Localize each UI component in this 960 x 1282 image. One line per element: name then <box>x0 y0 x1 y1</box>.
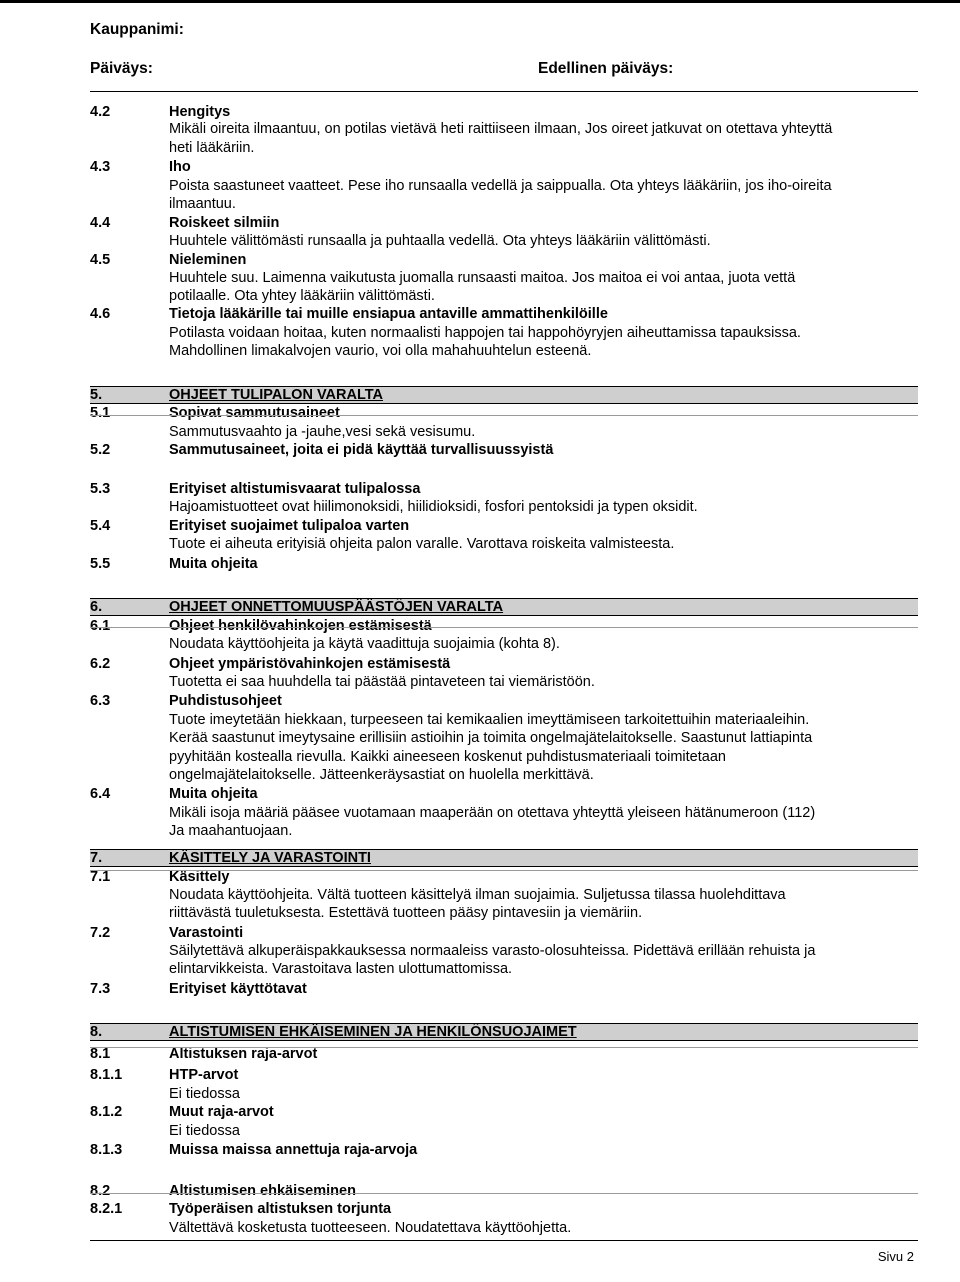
section-text: Sammutusaineet, joita ei pidä käyttää turvallisuussyistä <box>169 442 554 458</box>
text-line <box>90 804 920 822</box>
section-text: Muita ohjeita <box>169 556 258 572</box>
section-text: Huuhtele suu. Laimenna vaikutusta juomalla runsaasti maitoa. Jos maitoa ei voi antaa, juota vettä <box>169 270 796 286</box>
section-number: 6.1 <box>90 618 111 634</box>
section-number: 7.3 <box>90 981 111 997</box>
subsection-divider <box>90 1047 918 1048</box>
text-line <box>90 269 920 287</box>
subsection-divider <box>90 1193 918 1194</box>
section-number: 8.1 <box>90 1046 111 1062</box>
section-text: Ja maahantuojaan. <box>169 823 293 839</box>
section-text: potilaalle. Ota yhtey lääkäriin välittömästi. <box>169 288 435 304</box>
section-number: 6. <box>90 599 103 615</box>
section-text: Roiskeet silmiin <box>169 215 280 231</box>
section-number: 7.2 <box>90 925 111 941</box>
text-line <box>90 423 920 441</box>
text-line <box>90 120 920 138</box>
section-number: 6.2 <box>90 656 111 672</box>
footer-divider <box>90 1240 918 1241</box>
section-number: 6.3 <box>90 693 111 709</box>
section-text: Vältettävä kosketusta tuotteeseen. Noudatettava käyttöohjetta. <box>169 1220 572 1236</box>
section-text: Noudata käyttöohjeita. Vältä tuotteen käsittelyä ilman suojaimia. Suljetussa tilassa huolehdittava <box>169 887 786 903</box>
text-line <box>90 942 920 960</box>
section-number: 5.5 <box>90 556 111 572</box>
subsection-heading <box>90 480 920 498</box>
section-text: Hengitys <box>169 104 231 120</box>
section-heading <box>90 598 918 616</box>
text-line <box>90 324 920 342</box>
subsection-heading <box>90 1200 920 1218</box>
section-text: Ei tiedossa <box>169 1086 240 1102</box>
subsection-heading <box>90 251 920 269</box>
section-number: 4.4 <box>90 215 111 231</box>
section-number: 8.1.2 <box>90 1104 123 1120</box>
section-number: 8. <box>90 1024 103 1040</box>
section-text: OHJEET ONNETTOMUUSPÄÄSTÖJEN VARALTA <box>169 599 504 615</box>
section-text: Nieleminen <box>169 252 247 268</box>
section-number: 4.3 <box>90 159 111 175</box>
subsection-divider <box>90 870 918 871</box>
section-number: 4.6 <box>90 306 111 322</box>
section-text: Kerää saastunut imeytysaine erillisiin astioihin ja toimita ongelmajätelaitokselle. Saastunut lattiapinta <box>169 730 813 746</box>
section-text: Mikäli oireita ilmaantuu, on potilas vietävä heti raittiiseen ilmaan, Jos oireet jatkuvat on otettava yhteyttä <box>169 121 833 137</box>
subsection-heading <box>90 924 920 942</box>
text-line <box>90 1122 920 1140</box>
section-text: Poista saastuneet vaatteet. Pese iho runsaalla vedellä ja saippualla. Ota yhteys lääkäriin, jos iho-oireita <box>169 178 832 194</box>
date-label: Päiväys: <box>90 60 153 77</box>
text-line <box>90 195 920 213</box>
section-heading <box>90 386 918 404</box>
section-text: Iho <box>169 159 191 175</box>
section-text: ilmaantuu. <box>169 196 236 212</box>
section-number: 5.4 <box>90 518 111 534</box>
text-line <box>90 960 920 978</box>
subsection-heading <box>90 785 920 803</box>
section-text: elintarvikkeista. Varastoitava lasten ulottumattomissa. <box>169 961 513 977</box>
section-text: Mikäli isoja määriä pääsee vuotamaan maaperään on otettava yhteyttä yleiseen hätänumeroon (112) <box>169 805 816 821</box>
section-text: Erityiset käyttötavat <box>169 981 307 997</box>
subsection-heading <box>90 692 920 710</box>
section-text: Puhdistusohjeet <box>169 693 282 709</box>
subsection-heading <box>90 617 920 635</box>
section-text: Potilasta voidaan hoitaa, kuten normaalisti happojen tai happohöyryjen aiheuttamissa tapauksissa. <box>169 325 801 341</box>
section-text: KÄSITTELY JA VARASTOINTI <box>169 850 371 866</box>
section-heading <box>90 1023 918 1041</box>
subsection-heading <box>90 404 920 422</box>
section-text: Tuote ei aiheuta erityisiä ohjeita palon varalle. Varottava roiskeita valmisteesta. <box>169 536 675 552</box>
section-text: Altistuksen raja-arvot <box>169 1046 318 1062</box>
subsection-heading <box>90 1103 920 1121</box>
text-line <box>90 766 920 784</box>
company-name-label: Kauppanimi: <box>90 21 184 38</box>
section-number: 8.2.1 <box>90 1201 123 1217</box>
page-number: Sivu 2 <box>877 1249 914 1264</box>
section-number: 4.2 <box>90 104 111 120</box>
section-number: 8.1.1 <box>90 1067 123 1083</box>
top-border <box>0 0 960 3</box>
section-number: 5.3 <box>90 481 111 497</box>
section-text: Ohjeet henkilövahinkojen estämisestä <box>169 618 432 634</box>
section-text: OHJEET TULIPALON VARALTA <box>169 387 384 403</box>
text-line <box>90 498 920 516</box>
section-text: Työperäisen altistuksen torjunta <box>169 1201 392 1217</box>
subsection-heading <box>90 1141 920 1159</box>
section-text: Hajoamistuotteet ovat hiilimonoksidi, hiilidioksidi, fosfori pentoksidi ja typen oksidit. <box>169 499 698 515</box>
section-text: Altistumisen ehkäiseminen <box>169 1183 356 1199</box>
section-text: riittävästä tuuletuksesta. Estettävä tuotteen pääsy pintavesiin ja viemäriin. <box>169 905 643 921</box>
subsection-heading <box>90 1182 920 1200</box>
section-text: Muissa maissa annettuja raja-arvoja <box>169 1142 418 1158</box>
subsection-heading <box>90 555 920 573</box>
section-text: Tuote imeytetään hiekkaan, turpeeseen tai kemikaalien imeyttämiseen tarkoitettuihin materiaaleihin. <box>169 712 810 728</box>
section-text: Mahdollinen limakalvojen vaurio, voi olla mahahuuhtelun esteenä. <box>169 343 592 359</box>
subsection-divider <box>90 627 918 628</box>
text-line <box>90 729 920 747</box>
section-text: Säilytettävä alkuperäispakkauksessa normaaleiss varasto-olosuhteissa. Pidettävä erillään rehuista ja <box>169 943 816 959</box>
section-number: 7.1 <box>90 869 111 885</box>
text-line <box>90 139 920 157</box>
section-text: ALTISTUMISEN EHKÄISEMINEN JA HENKILÖNSUOJAIMET <box>169 1024 577 1040</box>
text-line <box>90 635 920 653</box>
subsection-heading <box>90 305 920 323</box>
section-text: Ohjeet ympäristövahinkojen estämisestä <box>169 656 451 672</box>
section-heading <box>90 849 918 867</box>
section-text: HTP-arvot <box>169 1067 239 1083</box>
text-line <box>90 822 920 840</box>
header-divider <box>90 91 918 92</box>
subsection-heading <box>90 158 920 176</box>
text-line <box>90 232 920 250</box>
text-line <box>90 1219 920 1237</box>
text-line <box>90 904 920 922</box>
section-number: 7. <box>90 850 103 866</box>
section-text: Varastointi <box>169 925 244 941</box>
section-text: Noudata käyttöohjeita ja käytä vaadittuja suojaimia (kohta 8). <box>169 636 560 652</box>
section-text: Tietoja lääkärille tai muille ensiapua antaville ammattihenkilöille <box>169 306 608 322</box>
section-number: 5.1 <box>90 405 111 421</box>
text-line <box>90 287 920 305</box>
subsection-divider <box>90 415 918 416</box>
section-text: ongelmajätelaitokselle. Jätteenkeräysastiat on huolella merkittävä. <box>169 767 594 783</box>
section-number: 5.2 <box>90 442 111 458</box>
subsection-heading <box>90 441 920 459</box>
section-number: 6.4 <box>90 786 111 802</box>
section-text: Ei tiedossa <box>169 1123 240 1139</box>
section-text: Erityiset altistumisvaarat tulipalossa <box>169 481 421 497</box>
section-text: heti lääkäriin. <box>169 140 255 156</box>
text-line <box>90 342 920 360</box>
text-line <box>90 886 920 904</box>
section-text: pyyhitään kostealla rievulla. Kaikki aineeseen koskenut puhdistusmateriaali toimitetaan <box>169 749 726 765</box>
text-line <box>90 1085 920 1103</box>
section-text: Erityiset suojaimet tulipaloa varten <box>169 518 410 534</box>
subsection-heading <box>90 517 920 535</box>
section-number: 5. <box>90 387 103 403</box>
section-number: 8.2 <box>90 1183 111 1199</box>
text-line <box>90 535 920 553</box>
section-text: Käsittely <box>169 869 230 885</box>
section-text: Sammutusvaahto ja -jauhe,vesi sekä vesisumu. <box>169 424 476 440</box>
text-line <box>90 748 920 766</box>
section-number: 4.5 <box>90 252 111 268</box>
subsection-heading <box>90 980 920 998</box>
section-text: Huuhtele välittömästi runsaalla ja puhtaalla vedellä. Ota yhteys lääkäriin välittömästi. <box>169 233 711 249</box>
text-line <box>90 673 920 691</box>
text-line <box>90 711 920 729</box>
subsection-heading <box>90 103 920 121</box>
section-text: Sopivat sammutusaineet <box>169 405 340 421</box>
subsection-heading <box>90 655 920 673</box>
section-text: Muita ohjeita <box>169 786 258 802</box>
subsection-heading <box>90 214 920 232</box>
section-number: 8.1.3 <box>90 1142 123 1158</box>
previous-date-label: Edellinen päiväys: <box>538 60 674 77</box>
text-line <box>90 177 920 195</box>
section-text: Muut raja-arvot <box>169 1104 274 1120</box>
section-text: Tuotetta ei saa huuhdella tai päästää pintaveteen tai viemäristöön. <box>169 674 595 690</box>
subsection-heading <box>90 1066 920 1084</box>
